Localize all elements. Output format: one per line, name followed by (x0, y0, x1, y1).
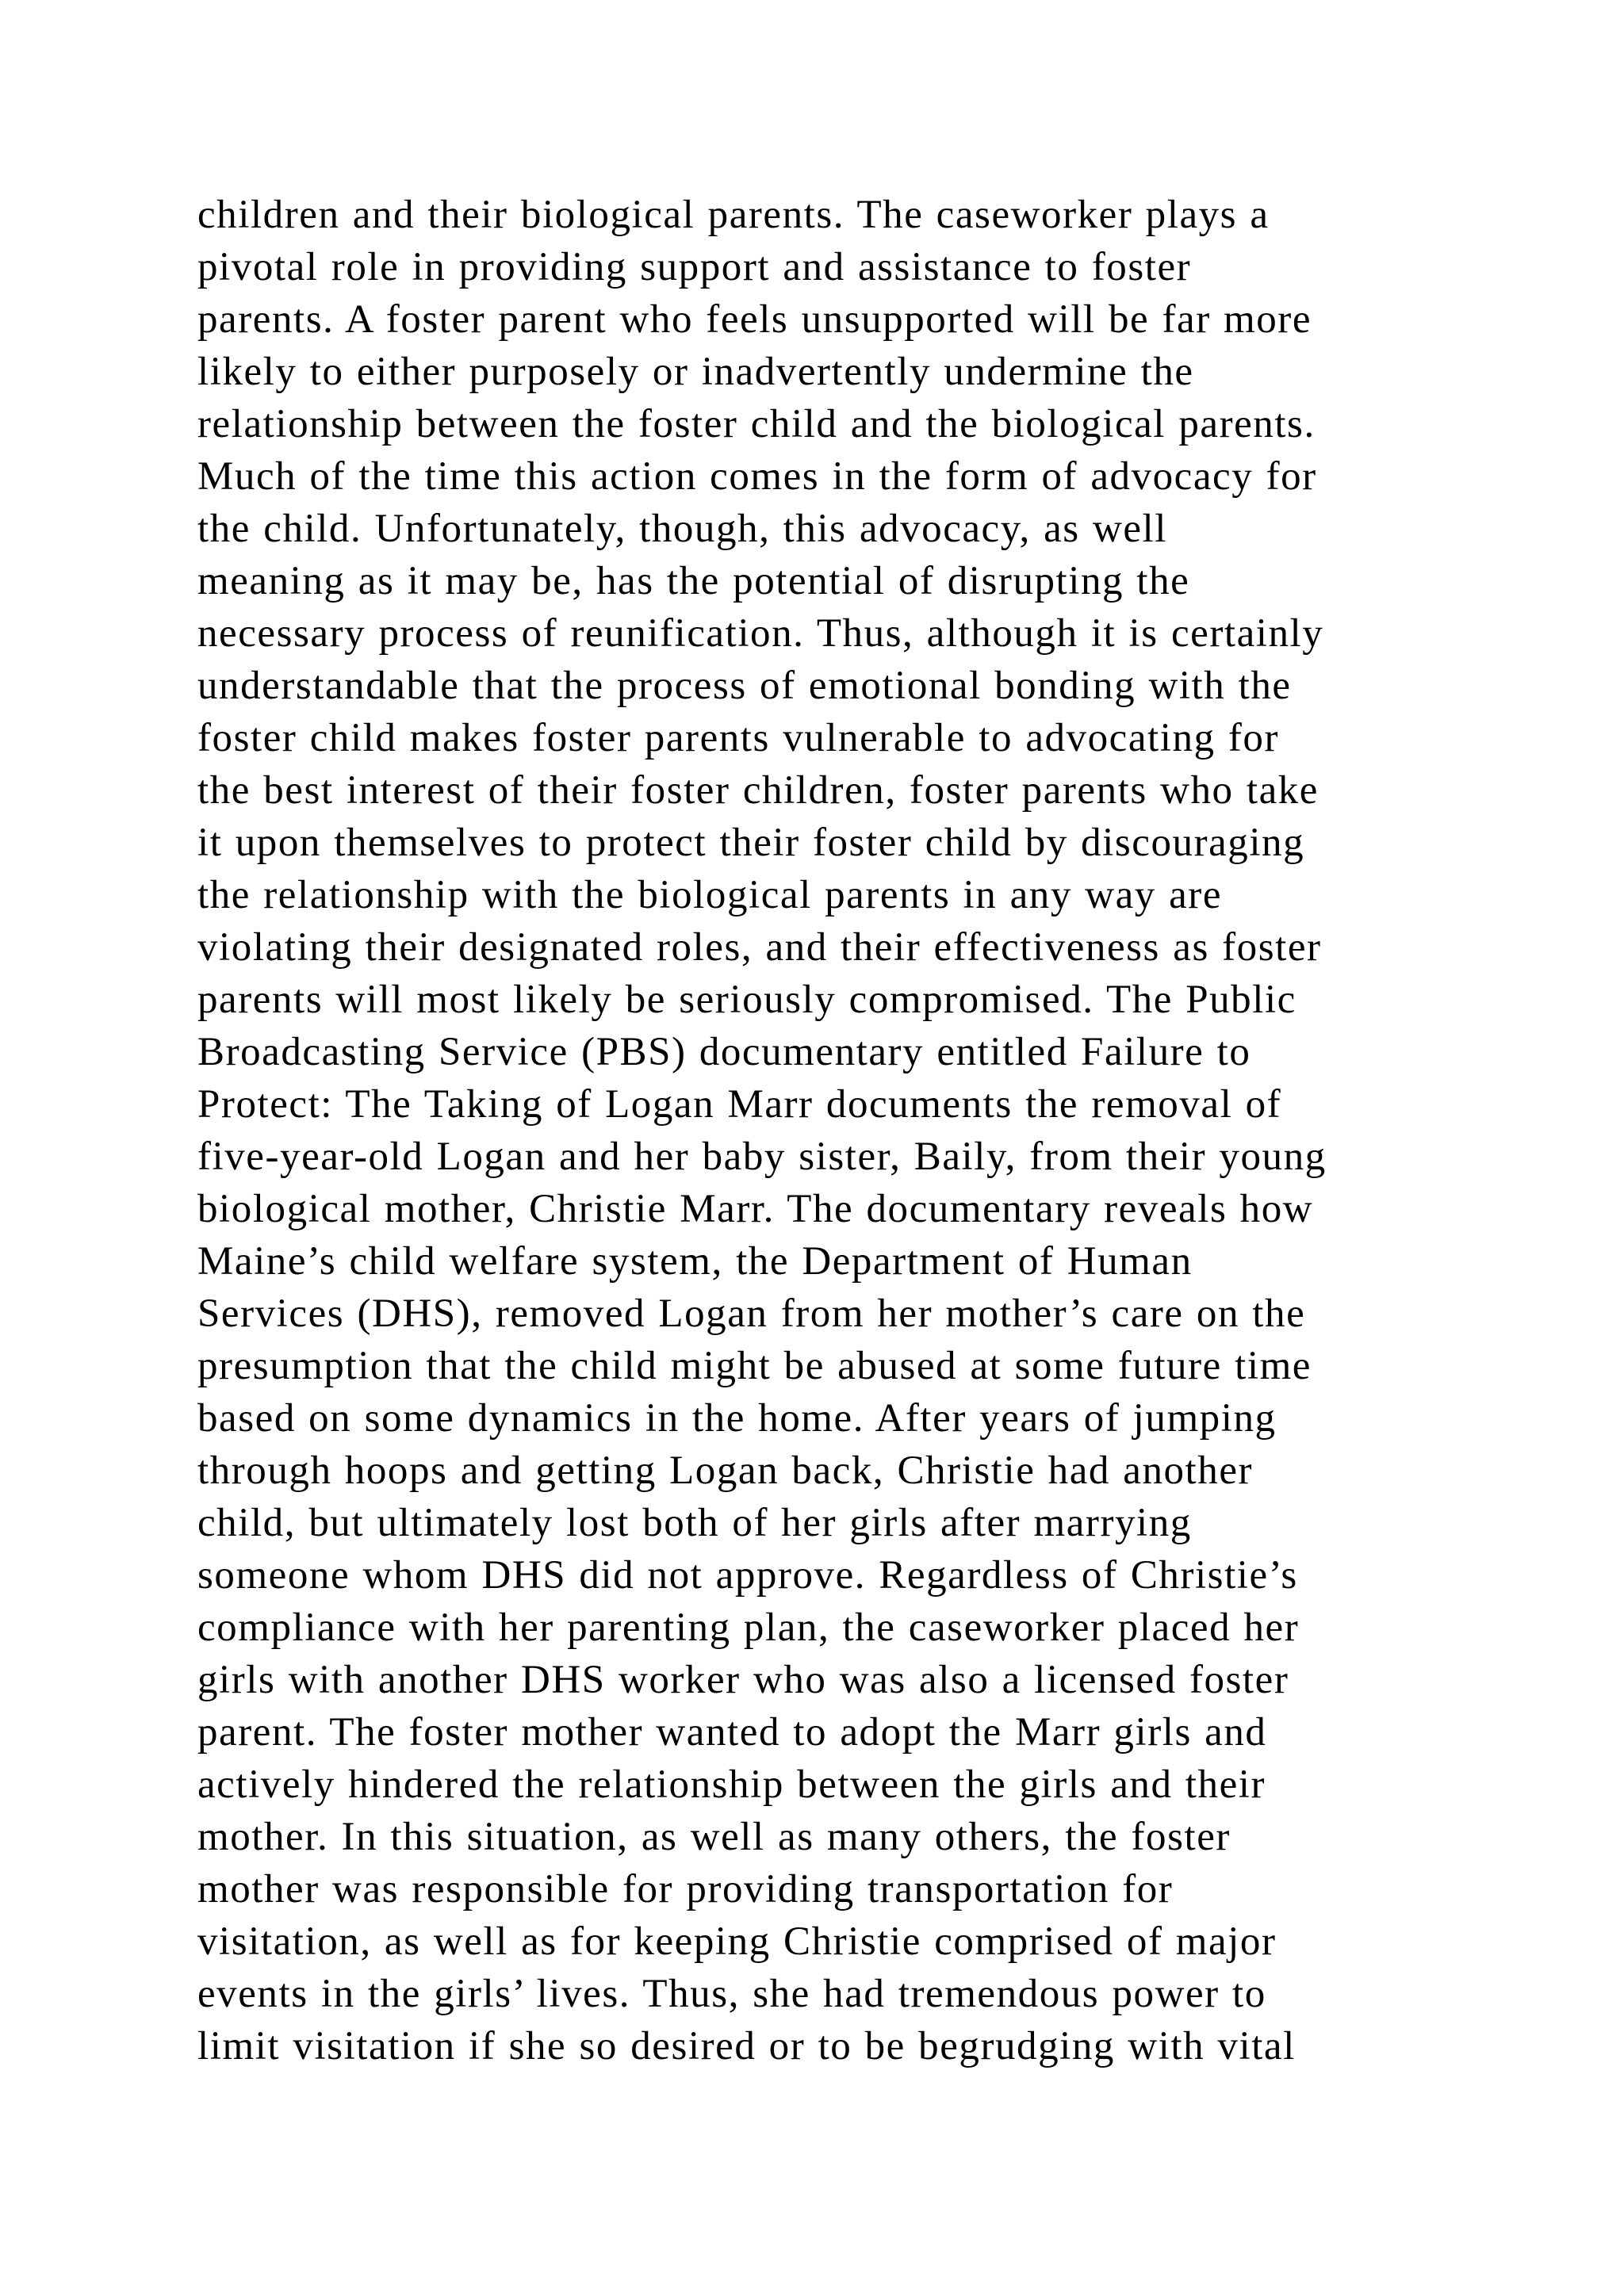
text-line: presumption that the child might be abused at some future time (197, 1344, 1312, 1388)
text-line: mother. In this situation, as well as many others, the foster (197, 1815, 1231, 1859)
text-line: the relationship with the biological parents in any way are (197, 873, 1223, 917)
text-line: compliance with her parenting plan, the caseworker placed her (197, 1605, 1300, 1650)
text-line: violating their designated roles, and their effectiveness as foster (197, 925, 1322, 970)
text-line: children and their biological parents. The caseworker plays a (197, 193, 1270, 237)
text-line: actively hindered the relationship between the girls and their (197, 1762, 1266, 1807)
text-line: meaning as it may be, has the potential of disrupting the (197, 559, 1190, 603)
text-line: girls with another DHS worker who was also a licensed foster (197, 1658, 1289, 1702)
text-line: the child. Unfortunately, though, this advocacy, as well (197, 507, 1167, 551)
body-text (197, 189, 1466, 2072)
text-line: it upon themselves to protect their foster child by discouraging (197, 821, 1305, 865)
text-line: Broadcasting Service (PBS) documentary entitled Failure to (197, 1030, 1251, 1074)
text-line: pivotal role in providing support and assistance to foster (197, 245, 1192, 289)
text-line: someone whom DHS did not approve. Regardless of Christie’s (197, 1553, 1298, 1598)
text-line: mother was responsible for providing transportation for (197, 1867, 1174, 1911)
text-line: foster child makes foster parents vulnerable to advocating for (197, 716, 1279, 760)
text-line: events in the girls’ lives. Thus, she had tremendous power to (197, 1972, 1266, 2016)
text-line: Protect: The Taking of Logan Marr documents the removal of (197, 1082, 1282, 1127)
text-line: understandable that the process of emotional bonding with the (197, 664, 1292, 708)
text-line: biological mother, Christie Marr. The documentary reveals how (197, 1187, 1314, 1231)
text-line: limit visitation if she so desired or to be begrudging with vital (197, 2024, 1296, 2068)
text-line: through hoops and getting Logan back, Christie had another (197, 1448, 1254, 1493)
text-line: Maine’s child welfare system, the Department of Human (197, 1239, 1193, 1284)
text-line: parents will most likely be seriously compromised. The Public (197, 978, 1297, 1022)
text-line: visitation, as well as for keeping Christie comprised of major (197, 1919, 1277, 1964)
text-line: child, but ultimately lost both of her girls after marrying (197, 1501, 1192, 1545)
text-line: relationship between the foster child and the biological parents. (197, 402, 1316, 446)
text-line: necessary process of reunification. Thus, although it is certainly (197, 611, 1324, 656)
text-line: parents. A foster parent who feels unsupported will be far more (197, 297, 1312, 342)
text-line: the best interest of their foster children, foster parents who take (197, 768, 1319, 813)
text-line: Much of the time this action comes in the form of advocacy for (197, 454, 1317, 499)
text-line: Services (DHS), removed Logan from her mother’s care on the (197, 1292, 1306, 1336)
text-line: parent. The foster mother wanted to adopt the Marr girls and (197, 1710, 1267, 1755)
text-line: five-year-old Logan and her baby sister, Baily, from their young (197, 1135, 1327, 1179)
text-line: based on some dynamics in the home. After years of jumping (197, 1396, 1277, 1441)
text-line: likely to either purposely or inadvertently undermine the (197, 350, 1194, 394)
